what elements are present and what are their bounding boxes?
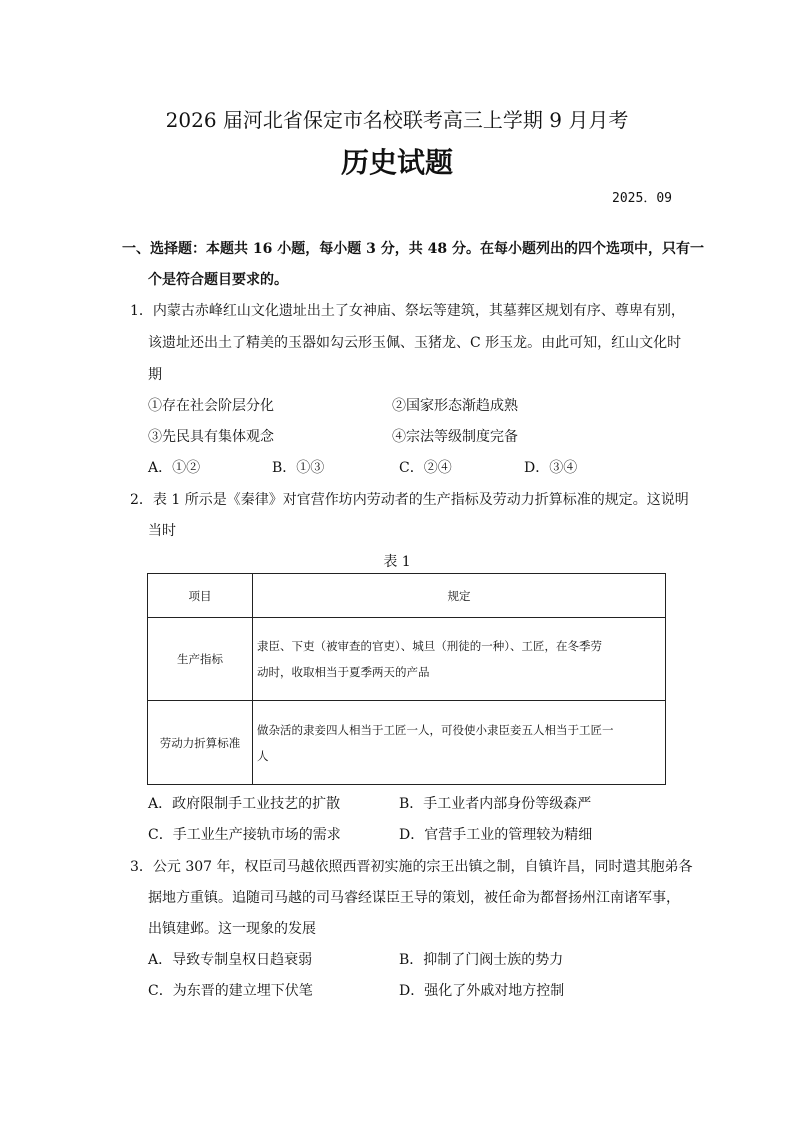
q2-option-d: D．官营手工业的管理较为精细: [399, 827, 593, 843]
table-cell-rule: [253, 701, 666, 785]
table-cell-rule-line2: 人: [257, 748, 269, 763]
table-cell-rule-line1: 做杂活的隶妾四人相当于工匠一人，可役使小隶臣妾五人相当于工匠一: [257, 722, 614, 737]
q1-stem-line3: 期: [148, 367, 162, 383]
exam-date: 2025．09: [612, 191, 672, 206]
q1-option-c: C．②④: [399, 460, 452, 476]
q1-option-a: A．①②: [148, 460, 201, 476]
table-row: [148, 701, 666, 785]
q3-option-b: B．抑制了门阀士族的势力: [399, 952, 564, 968]
q2-stem-line2: 当时: [148, 523, 176, 539]
q3-stem-line2: 据地方重镇。追随司马越的司马睿经谋臣王导的策划，被任命为都督扬州江南诸军事，: [148, 890, 680, 906]
q2-option-a: A．政府限制手工业技艺的扩散: [148, 796, 341, 812]
q2-option-c: C．手工业生产接轨市场的需求: [148, 827, 341, 843]
table-cell-rule: [253, 618, 666, 701]
q1-item-3: ③先民具有集体观念: [148, 429, 274, 445]
q3-option-a: A．导致专制皇权日趋衰弱: [148, 952, 313, 968]
q1-option-d: D．③④: [524, 460, 578, 476]
q3-stem-line3: 出镇建邺。这一现象的发展: [148, 921, 316, 937]
table-cell-rule-line1: 隶臣、下吏（被审查的官吏）、城旦（刑徒的一种）、工匠，在冬季劳: [257, 639, 602, 653]
subject-title: 历史试题: [340, 146, 453, 179]
q3-stem-line1: 3．公元 307 年，权臣司马越依照西晋初实施的宗王出镇之制，自镇许昌，同时遣其胞弟各: [130, 859, 693, 875]
q1-item-4: ④宗法等级制度完备: [392, 429, 518, 445]
regulation-table: [147, 573, 666, 785]
section1-instruction-line1: 一、选择题：本题共 16 小题，每小题 3 分，共 48 分。在每小题列出的四个选项中，只有一: [122, 241, 704, 257]
q2-option-b: B．手工业者内部身份等级森严: [399, 796, 592, 812]
q2-stem-line1: 2．表 1 所示是《秦律》对官营作坊内劳动者的生产指标及劳动力折算标准的规定。这说明: [130, 492, 689, 508]
q1-item-1: ①存在社会阶层分化: [148, 398, 274, 414]
table-row: [148, 618, 666, 701]
q1-stem-line1: 1．内蒙古赤峰红山文化遗址出土了女神庙、祭坛等建筑，其墓葬区规划有序、尊卑有别，: [130, 303, 685, 319]
table-cell-item: 劳动力折算标准: [148, 701, 253, 785]
table-header-row: [148, 574, 666, 618]
q1-stem-line2: 该遗址还出土了精美的玉器如勾云形玉佩、玉猪龙、C 形玉龙。由此可知，红山文化时: [148, 335, 682, 351]
section1-instruction-line2: 个是符合题目要求的。: [148, 272, 288, 288]
table-cell-item: 生产指标: [148, 618, 253, 701]
q1-option-b: B．①③: [272, 460, 325, 476]
table-header-item: 项目: [148, 574, 253, 618]
q2-table-caption: 表 1: [383, 554, 411, 570]
exam-title: 2026 届河北省保定市名校联考高三上学期 9 月月考: [165, 108, 629, 132]
q3-option-c: C．为东晋的建立埋下伏笔: [148, 983, 313, 999]
q3-option-d: D．强化了外戚对地方控制: [399, 983, 565, 999]
table-header-rule: 规定: [253, 574, 666, 618]
q1-item-2: ②国家形态渐趋成熟: [392, 398, 518, 414]
table-cell-rule-line2: 动时，收取相当于夏季两天的产品: [257, 665, 430, 679]
